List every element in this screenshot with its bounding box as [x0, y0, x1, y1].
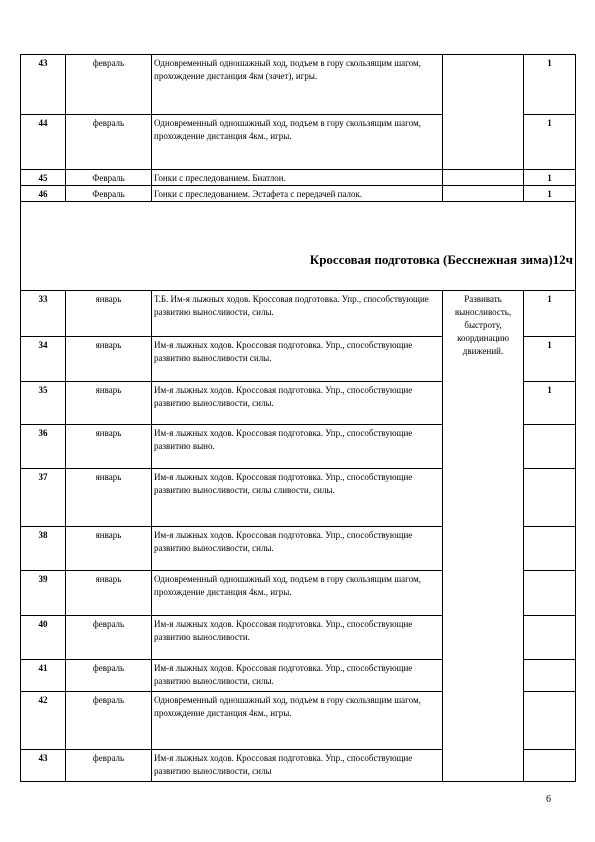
lesson-month: Февраль	[66, 186, 152, 202]
lesson-month: январь	[66, 571, 152, 616]
page-number: 6	[546, 794, 551, 805]
lesson-description: Одновременный одношажный ход, подъем в гору скользящим шагом, прохождение дистанция 4км., игры.	[152, 115, 443, 170]
lesson-description: Им-я лыжных ходов. Кроссовая подготовка. Упр., способствующие развитию выносливости, силы	[152, 750, 443, 782]
lesson-number: 38	[21, 527, 66, 571]
lesson-description: Т.Б. Им-я лыжных ходов. Кроссовая подготовка. Упр., способствующие развитию выносливости, силы.	[152, 291, 443, 337]
lesson-description: Одновременный одношажный ход, подъем в гору скользящим шагом, прохождение дистанция 4км., игры.	[152, 692, 443, 750]
lesson-goal-cell	[443, 170, 524, 186]
lesson-hours	[524, 571, 576, 616]
lesson-goal-cell	[443, 55, 524, 170]
lesson-month: февраль	[66, 115, 152, 170]
lesson-month: январь	[66, 337, 152, 382]
lesson-hours	[524, 750, 576, 782]
lesson-month: февраль	[66, 692, 152, 750]
lesson-month: январь	[66, 291, 152, 337]
lesson-month: январь	[66, 469, 152, 527]
lesson-description: Гонки с преследованием. Эстафета с передачей палок.	[152, 186, 443, 202]
lesson-month: Февраль	[66, 170, 152, 186]
lesson-month: февраль	[66, 55, 152, 115]
lesson-hours	[524, 692, 576, 750]
lesson-hours: 1	[524, 382, 576, 425]
lesson-number: 39	[21, 571, 66, 616]
section-title: Кроссовая подготовка (Бесснежная зима)12ч	[21, 202, 576, 291]
lesson-hours: 1	[524, 337, 576, 382]
lesson-number: 37	[21, 469, 66, 527]
lesson-hours	[524, 527, 576, 571]
lesson-hours	[524, 425, 576, 469]
lesson-number: 34	[21, 337, 66, 382]
lesson-description: Им-я лыжных ходов. Кроссовая подготовка. Упр., способствующие развитию выносливости силы.	[152, 337, 443, 382]
lesson-description: Им-я лыжных ходов. Кроссовая подготовка. Упр., способствующие развитию выно.	[152, 425, 443, 469]
lesson-number: 43	[21, 750, 66, 782]
lesson-number: 41	[21, 660, 66, 692]
table-row	[21, 170, 576, 186]
lesson-hours: 1	[524, 115, 576, 170]
lesson-month: январь	[66, 425, 152, 469]
lesson-description: Гонки с преследованием. Биатлон.	[152, 170, 443, 186]
lesson-month: февраль	[66, 616, 152, 660]
lesson-description: Одновременный одношажный ход, подъем в гору скользящим шагом, прохождение дистанция 4км (зачет), игры.	[152, 55, 443, 115]
lesson-goal: Развивать выносливость, быстроту, координацию движений.	[443, 291, 524, 782]
lesson-description: Им-я лыжных ходов. Кроссовая подготовка. Упр., способствующие развитию выносливости, силы.	[152, 527, 443, 571]
lesson-number: 46	[21, 186, 66, 202]
lesson-hours	[524, 616, 576, 660]
lesson-plan-table	[20, 54, 576, 782]
lesson-month: февраль	[66, 660, 152, 692]
lesson-month: февраль	[66, 750, 152, 782]
lesson-description: Им-я лыжных ходов. Кроссовая подготовка. Упр., способствующие развитию выносливости, силы сливости, силы.	[152, 469, 443, 527]
lesson-number: 35	[21, 382, 66, 425]
table-row	[21, 291, 576, 337]
lesson-month: январь	[66, 382, 152, 425]
lesson-hours: 1	[524, 170, 576, 186]
lesson-number: 45	[21, 170, 66, 186]
lesson-hours: 1	[524, 55, 576, 115]
lesson-number: 36	[21, 425, 66, 469]
lesson-description: Одновременный одношажный ход, подъем в гору скользящим шагом, прохождение дистанция 4км., игры.	[152, 571, 443, 616]
lesson-hours: 1	[524, 186, 576, 202]
section-row	[21, 202, 576, 291]
table-row	[21, 55, 576, 115]
lesson-description: Им-я лыжных ходов. Кроссовая подготовка. Упр., способствующие развитию выносливости, силы.	[152, 660, 443, 692]
lesson-number: 40	[21, 616, 66, 660]
lesson-goal-cell	[443, 186, 524, 202]
lesson-number: 42	[21, 692, 66, 750]
lesson-hours: 1	[524, 291, 576, 337]
table-row	[21, 186, 576, 202]
lesson-hours	[524, 660, 576, 692]
lesson-number: 33	[21, 291, 66, 337]
lesson-number: 44	[21, 115, 66, 170]
lesson-description: Им-я лыжных ходов. Кроссовая подготовка. Упр., способствующие развитию выносливости, силы.	[152, 382, 443, 425]
lesson-month: январь	[66, 527, 152, 571]
lesson-number: 43	[21, 55, 66, 115]
lesson-description: Им-я лыжных ходов. Кроссовая подготовка. Упр., способствующие развитию выносливости.	[152, 616, 443, 660]
lesson-hours	[524, 469, 576, 527]
